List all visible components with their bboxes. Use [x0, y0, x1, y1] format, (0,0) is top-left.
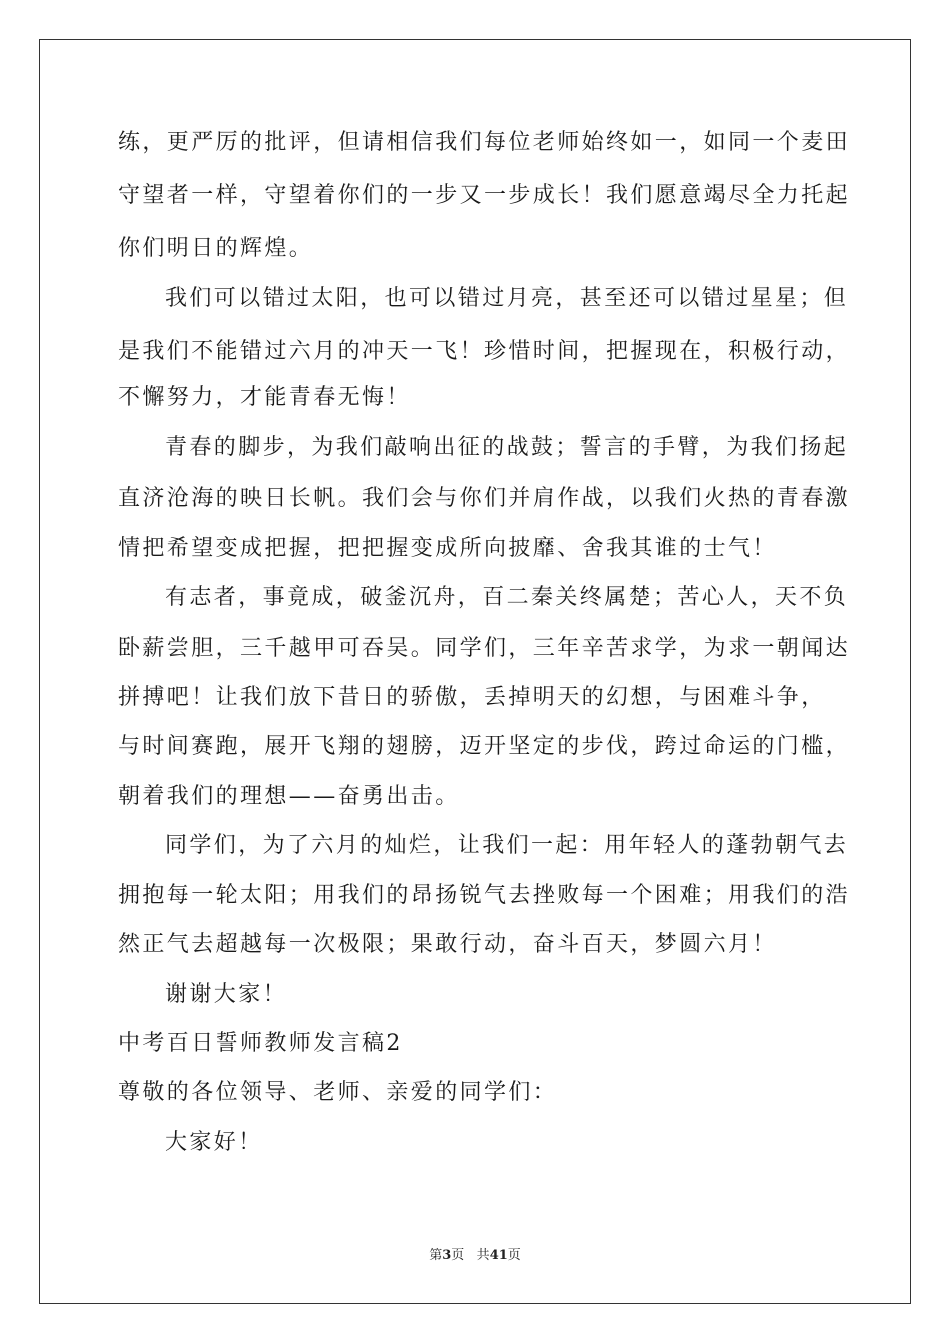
paragraph-line: 你们明日的辉煌。: [118, 236, 314, 261]
paragraph-line: 是我们不能错过六月的冲天一飞！珍惜时间，把握现在，积极行动，: [118, 339, 851, 364]
paragraph-line: 与时间赛跑，展开飞翔的翅膀，迈开坚定的步伐，跨过命运的门槛，: [118, 734, 851, 759]
paragraph-line: 有志者，事竟成，破釜沉舟，百二秦关终属楚；苦心人，天不负: [165, 585, 849, 610]
page-border: [39, 39, 911, 1304]
page-footer: [0, 1248, 950, 1264]
paragraph-line: 卧薪尝胆，三千越甲可吞吴。同学们，三年辛苦求学，为求一朝闻达: [118, 636, 851, 661]
page-prefix: 第: [429, 1248, 443, 1263]
paragraph-line: 练，更严厉的批评，但请相信我们每位老师始终如一，如同一个麦田: [118, 130, 851, 155]
page-suffix: 页: [451, 1248, 465, 1263]
total-suffix: 页: [507, 1248, 521, 1263]
paragraph-line: 我们可以错过太阳，也可以错过月亮，甚至还可以错过星星；但: [165, 286, 849, 311]
paragraph-line: 青春的脚步，为我们敲响出征的战鼓；誓言的手臂，为我们扬起: [165, 435, 849, 460]
paragraph-line: 不懈努力，才能青春无悔！: [118, 385, 411, 410]
greeting: 大家好！: [165, 1130, 263, 1155]
paragraph-line: 拥抱每一轮太阳；用我们的昂扬锐气去挫败每一个困难；用我们的浩: [118, 883, 851, 908]
salutation: 尊敬的各位领导、老师、亲爱的同学们：: [118, 1080, 558, 1105]
paragraph-line: 直济沧海的映日长帆。我们会与你们并肩作战，以我们火热的青春激: [118, 486, 851, 511]
paragraph-line: 朝着我们的理想——奋勇出击。: [118, 784, 460, 809]
paragraph-line: 情把希望变成把握，把把握变成所向披靡、舍我其谁的士气！: [118, 536, 777, 561]
total-page-count: 41: [489, 1248, 508, 1263]
total-prefix: 共: [476, 1248, 490, 1263]
paragraph-line: 拼搏吧！让我们放下昔日的骄傲，丢掉明天的幻想，与困难斗争，: [118, 685, 826, 710]
paragraph-line: 同学们，为了六月的灿烂，让我们一起：用年轻人的蓬勃朝气去: [165, 833, 849, 858]
section-title: 中考百日誓师教师发言稿2: [118, 1031, 403, 1056]
paragraph-line: 然正气去超越每一次极限；果敢行动，奋斗百天，梦圆六月！: [118, 932, 777, 957]
closing-line: 谢谢大家！: [165, 982, 288, 1007]
paragraph-line: 守望者一样，守望着你们的一步又一步成长！我们愿意竭尽全力托起: [118, 183, 851, 208]
current-page-number: 3: [442, 1248, 452, 1263]
